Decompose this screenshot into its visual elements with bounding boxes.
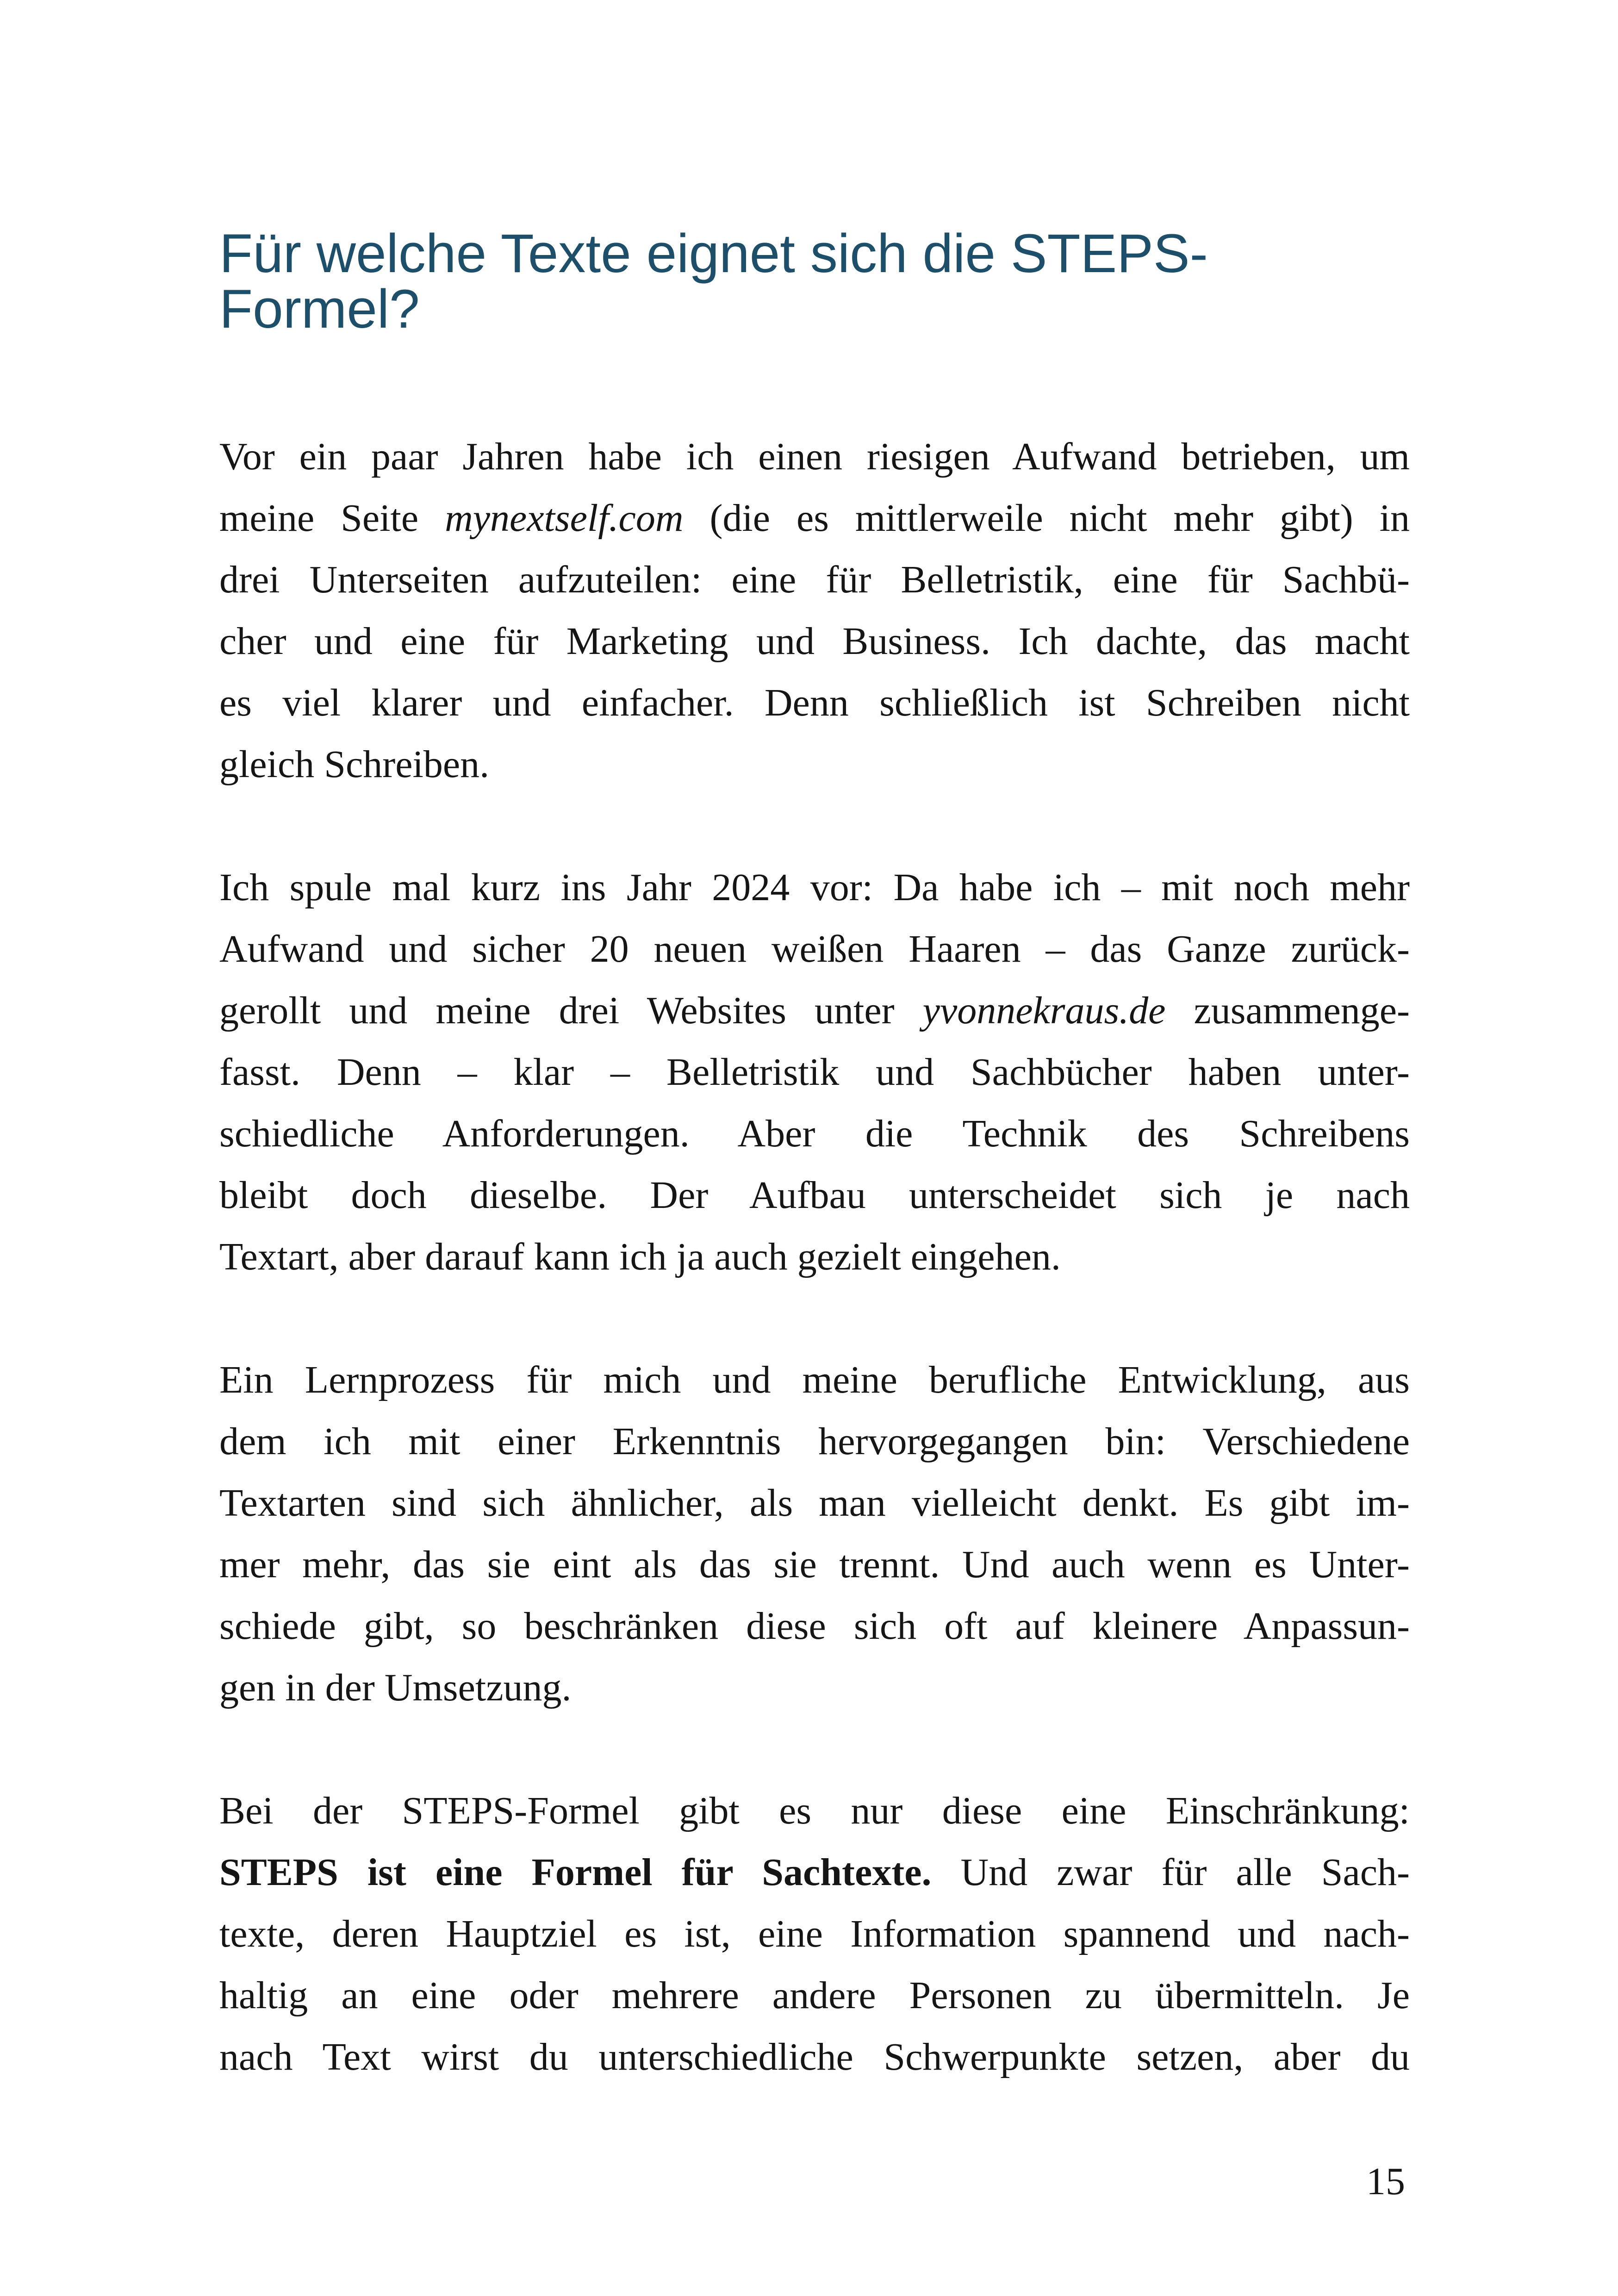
chapter-heading (219, 223, 1413, 340)
text-line (219, 980, 1410, 1041)
text-line: bleibt doch dieselbe. Der Aufbau unterscheidet sich je nach (219, 1174, 1410, 1217)
text-line: cher und eine für Marketing und Business. Ich dachte, das macht (219, 620, 1410, 663)
text-line: fasst. Denn – klar – Belletristik und Sachbücher haben unter- (219, 1051, 1410, 1094)
body-text (219, 426, 1410, 2149)
text-line: Ich spule mal kurz ins Jahr 2024 vor: Da habe ich – mit noch mehr (219, 866, 1410, 909)
text-fragment: (die es mittlerweile nicht mehr gibt) in (683, 497, 1410, 540)
text-line: Bei der STEPS-Formel gibt es nur diese eine Einschränkung: (219, 1789, 1410, 1832)
text-line: nach Text wirst du unterschiedliche Schwerpunkte setzen, aber du (219, 2035, 1410, 2078)
text-fragment: Und zwar für alle Sach- (931, 1851, 1410, 1894)
text-line: texte, deren Hauptziel es ist, eine Information spannend und nach- (219, 1912, 1410, 1955)
text-line: dem ich mit einer Erkenntnis hervorgegangen bin: Verschiedene (219, 1420, 1410, 1463)
text-line: gleich Schreiben. (219, 743, 490, 786)
text-line: es viel klarer und einfacher. Denn schließlich ist Schreiben nicht (219, 681, 1410, 724)
bold-statement: STEPS ist eine Formel für Sachtexte. (219, 1851, 932, 1894)
text-line: haltig an eine oder mehrere andere Personen zu übermitteln. Je (219, 1974, 1410, 2017)
text-line: Vor ein paar Jahren habe ich einen riesigen Aufwand betrieben, um (219, 435, 1410, 478)
paragraph-1 (219, 426, 1410, 795)
text-line: Aufwand und sicher 20 neuen weißen Haaren – das Ganze zurück- (219, 927, 1410, 971)
website-link-yvonnekraus: yvonnekraus.de (922, 989, 1166, 1032)
text-line: Ein Lernprozess für mich und meine berufliche Entwicklung, aus (219, 1358, 1410, 1401)
text-fragment: gerollt und meine drei Websites unter (219, 989, 923, 1032)
text-line: drei Unterseiten aufzuteilen: eine für Belletristik, eine für Sachbü- (219, 558, 1410, 601)
text-fragment: meine Seite (219, 497, 445, 540)
text-fragment: zusammenge- (1165, 989, 1410, 1032)
website-link-mynextself: mynextself.com (445, 497, 684, 540)
text-line (219, 487, 1410, 549)
text-line: gen in der Umsetzung. (219, 1666, 572, 1709)
text-line: mer mehr, das sie eint als das sie trennt. Und auch wenn es Unter- (219, 1543, 1410, 1586)
text-line: Textarten sind sich ähnlicher, als man vielleicht denkt. Es gibt im- (219, 1481, 1410, 1524)
paragraph-2 (219, 857, 1410, 1288)
text-line: schiedliche Anforderungen. Aber die Technik des Schreibens (219, 1112, 1410, 1155)
heading-line-1: Für welche Texte eignet sich die STEPS- (219, 223, 1208, 284)
text-line: Textart, aber darauf kann ich ja auch gezielt eingehen. (219, 1235, 1061, 1278)
heading-line-2: Formel? (219, 279, 420, 340)
paragraph-3 (219, 1349, 1410, 1718)
paragraph-4 (219, 1780, 1410, 2088)
text-line (219, 1842, 1410, 1903)
text-line: schiede gibt, so beschränken diese sich oft auf kleinere Anpassun- (219, 1605, 1410, 1648)
page-number: 15 (1366, 2160, 1405, 2203)
